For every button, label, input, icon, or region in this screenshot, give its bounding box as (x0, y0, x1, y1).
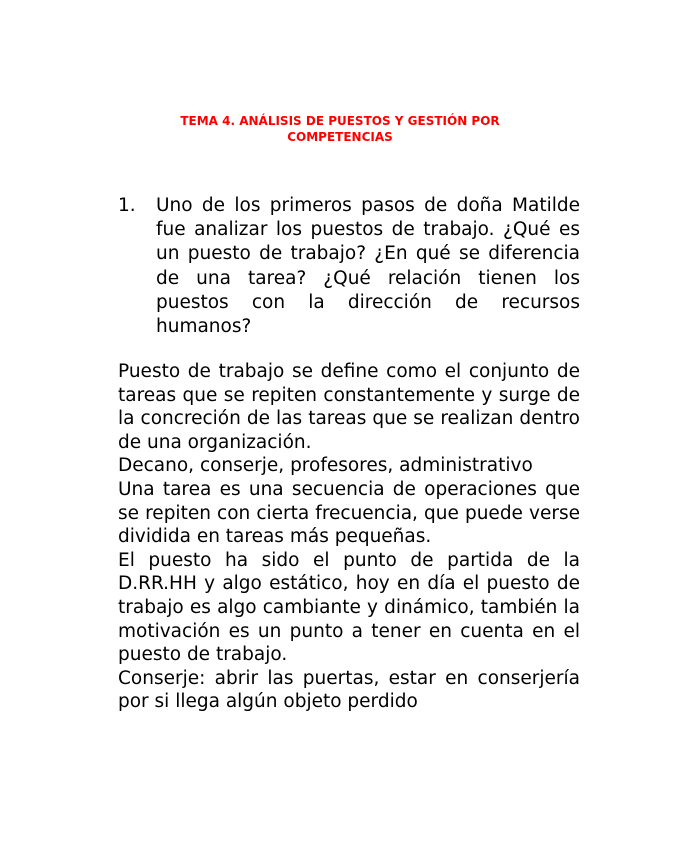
answer-paragraph-relation: El puesto ha sido el punto de partida de la D.RR.HH y algo estático, hoy en día el puesto de trabajo es algo cambiante y dinámico, también la motivación es un punto a tener en cuenta en el puesto de trabajo. (118, 549, 580, 666)
document-title-line-1: TEMA 4. ANÁLISIS DE PUESTOS Y GESTIÓN POR (180, 114, 500, 128)
answer-paragraph-conserje: Conserje: abrir las puertas, estar en conserjería por si llega algún objeto perdido (118, 667, 580, 713)
document-title-line-2: COMPETENCIAS (287, 130, 393, 144)
question-number: 1. (118, 195, 136, 216)
question-item (118, 194, 580, 339)
answer-paragraph-examples: Decano, conserje, profesores, administrativo (118, 455, 533, 477)
answer-paragraph-task: Una tarea es una secuencia de operaciones que se repiten con cierta frecuencia, que puede verse dividida en tareas más pequeñas. (118, 478, 580, 548)
document-title (140, 113, 540, 145)
answer-section (118, 360, 580, 714)
question-text: Uno de los primeros pasos de doña Matilde fue analizar los puestos de trabajo. ¿Qué es un puesto de trabajo? ¿En qué se diferencia de una tarea? ¿Qué relación tienen los puestos con la dirección de recursos humanos? (156, 195, 580, 338)
answer-paragraph-definition: Puesto de trabajo se define como el conjunto de tareas que se repiten constantemente y surge de la concreción de las tareas que se realizan dentro de una organización. (118, 361, 580, 453)
